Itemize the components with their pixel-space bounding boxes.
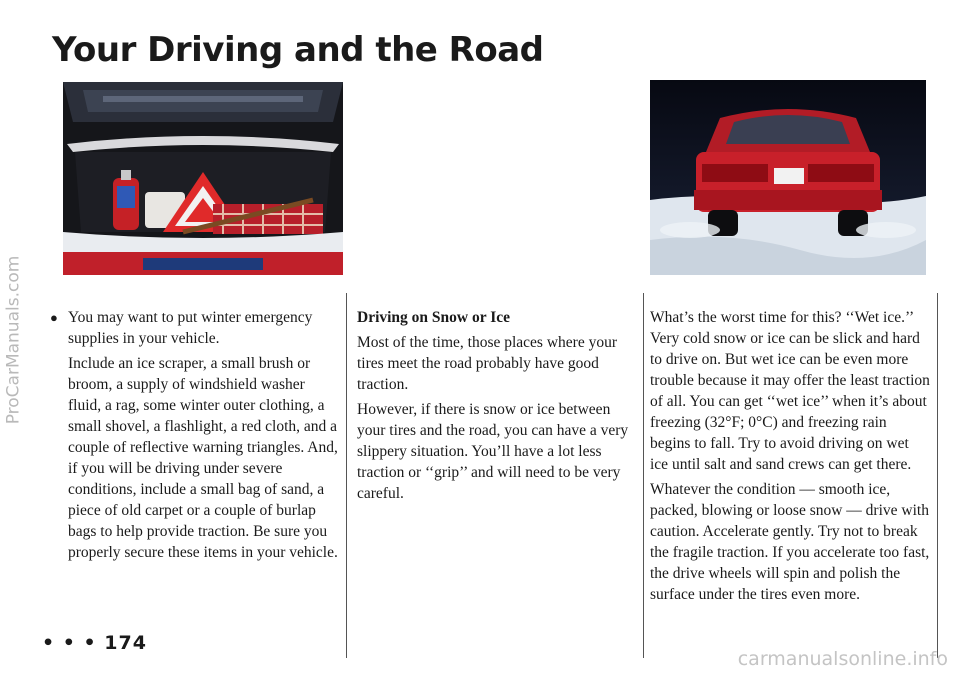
bullet-intro-text: You may want to put winter emergency supplies in your vehicle. (68, 309, 313, 347)
page-number (42, 632, 147, 654)
column-divider-left (346, 293, 347, 658)
side-watermark: ProCarManuals.com (3, 255, 23, 425)
page-dots: • • • (42, 632, 97, 654)
section-heading: Driving on Snow or Ice (357, 309, 511, 326)
left-column (50, 307, 340, 567)
traction-paragraph: Most of the time, those places where your tires meet the road probably have good traction. (357, 334, 617, 393)
right-column (650, 307, 930, 609)
footer-watermark: carmanualsonline.info (737, 648, 948, 670)
page-number-value: 174 (104, 632, 147, 654)
column-divider-edge (937, 293, 938, 658)
bullet-dot: ● (50, 310, 58, 325)
slippery-paragraph: However, if there is snow or ice between your tires and the road, you can have a very slippery situation. You’ll have a lot less traction or ‘‘grip’’ and will need to be very careful. (357, 401, 629, 502)
bullet-item (50, 307, 340, 353)
trunk-supplies-photo (63, 82, 343, 275)
page-title: Your Driving and the Road (52, 30, 544, 70)
middle-column (357, 307, 632, 508)
column-divider-right (643, 293, 644, 658)
wet-ice-paragraph: What’s the worst time for this? ‘‘Wet ice.’’ Very cold snow or ice can be slick and hard to drive on. But wet ice can be even more trouble because it may offer the least traction of all. You can get ‘‘wet ice’’ when it’s about freezing (32°F; 0°C) and freezing rain begins to fall. Try to avoid driving on wet ice until salt and sand crews can get there. (650, 309, 930, 473)
car-on-snow-photo (650, 80, 926, 275)
supplies-paragraph: Include an ice scraper, a small brush or broom, a supply of windshield washer fluid, a rag, some winter outer clothing, a small shovel, a flashlight, a red cloth, and a couple of reflective warning triangles. And, if you will be driving under severe conditions, include a small bag of sand, a piece of old carpet or a couple of burlap bags to help provide traction. Be sure you properly secure these items in your vehicle. (68, 355, 338, 561)
caution-paragraph: Whatever the condition — smooth ice, packed, blowing or loose snow — drive with caution. Accelerate gently. Try not to break the fragile traction. If you accelerate too fast, the drive wheels will spin and polish the surface under the tires even more. (650, 481, 930, 603)
